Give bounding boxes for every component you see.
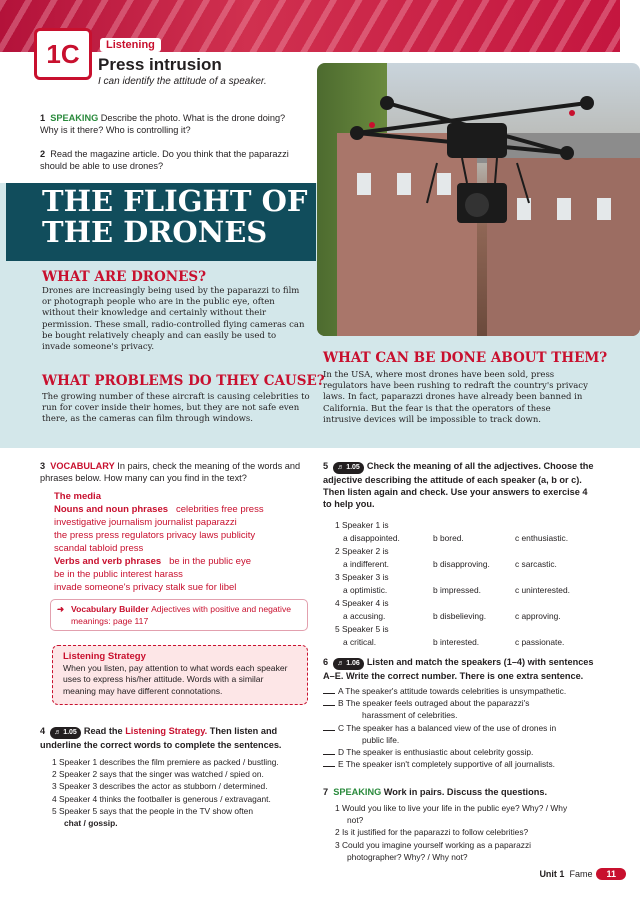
exercise-text: Listen and match the speakers (1–4) with sentences A–E. Write the correct number. There is one extra sentence.: [323, 657, 594, 681]
arrow-icon: ➜: [57, 604, 65, 614]
option-a[interactable]: a indifferent.: [343, 559, 389, 569]
list-item: photographer? Why? / Why not?: [347, 851, 468, 862]
article-paragraph-1: Drones are increasingly being used by the paparazzi to film or photograph people who are in the public eye, often without their knowledge and certainly without their permission. These small, radio-controlled flying cameras can be bought relatively cheaply and can easily be used to invade someone's privacy.: [42, 286, 305, 353]
media-heading: The media: [54, 491, 101, 502]
list-item: 3 Could you imagine yourself working as a paparazzi: [335, 839, 531, 850]
article-title: [42, 186, 307, 248]
page-title: Press intrusion: [98, 55, 222, 74]
audio-track: 1.05: [346, 464, 360, 471]
exercise-2: [40, 148, 302, 172]
exercise-number: 4: [40, 726, 46, 736]
verbs-heading: Verbs and verb phrases: [54, 556, 162, 567]
list-item: 2 Speaker 2 says that the singer was watched / spied on.: [52, 769, 264, 780]
drone-icon: [317, 63, 640, 336]
article-title-line-2: THE DRONES: [42, 215, 268, 249]
vocabulary-label: VOCABULARY: [50, 461, 115, 471]
section-tag: Listening: [100, 38, 161, 52]
option-c[interactable]: c sarcastic.: [515, 559, 557, 569]
unit-label: Unit 1: [539, 869, 565, 879]
option-a[interactable]: a critical.: [343, 637, 377, 647]
option-b[interactable]: b disapproving.: [433, 559, 490, 569]
list-item: D The speaker is enthusiastic about celebrity gossip.: [338, 747, 534, 758]
listening-strategy-box: [52, 645, 308, 705]
option-c[interactable]: c uninterested.: [515, 585, 570, 595]
vocab-builder-label: Vocabulary Builder: [71, 604, 149, 614]
vocabulary-builder-box: [50, 599, 308, 631]
option-b[interactable]: b bored.: [433, 533, 464, 543]
answer-blank[interactable]: [323, 730, 335, 731]
vocab-line: be in the public eye: [169, 556, 251, 567]
speaker-label: 2 Speaker 2 is: [335, 546, 389, 556]
lesson-badge: 1C: [34, 28, 92, 80]
vocab-line: celebrities free press: [175, 504, 264, 515]
speaker-options: [335, 520, 615, 650]
drone-photo: [317, 63, 640, 336]
exercise-text: In pairs, check the meaning of the words and phrases below. How many can you find in the text?: [40, 461, 301, 483]
list-item: 5 Speaker 5 says that the people in the TV show often: [52, 805, 253, 816]
exercise-text: Then listen and underline the correct words to complete the sentences.: [40, 726, 282, 750]
answer-blank[interactable]: [323, 705, 335, 706]
article-heading-1: WHAT ARE DRONES?: [42, 269, 207, 285]
list-item: E The speaker isn't completely supportive of all journalists.: [338, 759, 555, 770]
exercise-text: Describe the photo. What is the drone doing? Why is it there? Who is controlling it?: [40, 113, 286, 135]
option-c[interactable]: c enthusiastic.: [515, 533, 569, 543]
option-b[interactable]: b impressed.: [433, 585, 481, 595]
option-a[interactable]: a disappointed.: [343, 533, 400, 543]
strategy-ref: Listening Strategy.: [125, 726, 208, 736]
answer-blank[interactable]: [323, 754, 335, 755]
exercise-6: [323, 656, 603, 682]
vocabulary-box: [54, 490, 310, 594]
option-a[interactable]: a optimistic.: [343, 585, 388, 595]
exercise-number: 5: [323, 461, 329, 471]
strategy-heading: Listening Strategy: [63, 651, 146, 662]
list-item: C The speaker has a balanced view of the use of drones in: [338, 722, 557, 733]
article-paragraph-2: The growing number of these aircraft is causing celebrities to run for cover inside their homes, but they are not safe even there, as the cameras can film through windows.: [42, 392, 310, 425]
speaking-label: SPEAKING: [50, 113, 99, 123]
list-item: 3 Speaker 3 describes the actor as stubborn / determined.: [52, 781, 268, 792]
nouns-heading: Nouns and noun phrases: [54, 504, 169, 515]
list-item: harassment of celebrities.: [362, 710, 458, 721]
speaker-label: 5 Speaker 5 is: [335, 624, 389, 634]
speaker-label: 1 Speaker 1 is: [335, 520, 389, 530]
article-title-line-1: THE FLIGHT OF: [42, 184, 308, 218]
option-c[interactable]: c approving.: [515, 611, 561, 621]
audio-track: 1.05: [63, 729, 77, 736]
list-item: 1 Would you like to live your life in the public eye? Why? / Why: [335, 803, 568, 813]
header-banner: [0, 0, 620, 52]
exercise-7-list: [335, 802, 610, 863]
exercise-text: Read the magazine article. Do you think that the paparazzi should be able to use drones?: [40, 149, 289, 171]
list-item: public life.: [362, 734, 400, 745]
vocab-line: invade someone's privacy stalk sue for libel: [54, 582, 237, 593]
exercise-number: 1: [40, 113, 46, 123]
banner-pattern: [0, 0, 620, 52]
exercise-1: [40, 112, 302, 136]
speaker-label: 3 Speaker 3 is: [335, 572, 389, 582]
unit-title: Fame: [569, 869, 593, 879]
exercise-text: Check the meaning of all the adjectives. Choose the adjective describing the attitude of each speaker (a, b or c). Then listen again and check. Use your answers to exercise 4 to help you.: [323, 461, 594, 509]
exercise-text: Work in pairs. Discuss the questions.: [383, 787, 548, 797]
answer-blank[interactable]: [323, 766, 335, 767]
list-item: not?: [347, 815, 364, 826]
list-item: 1 Speaker 1 describes the film premiere as packed / bustling.: [52, 757, 279, 767]
exercise-text: Read the: [83, 726, 123, 736]
list-item: A The speaker's attitude towards celebrities is unsympathetic.: [338, 686, 567, 696]
list-item: 4 Speaker 4 thinks the footballer is generous / extravagant.: [52, 793, 271, 804]
article-heading-2: WHAT PROBLEMS DO THEY CAUSE?: [42, 373, 325, 389]
page-number: 11: [596, 868, 626, 880]
list-item: chat / gossip.: [64, 818, 118, 829]
exercise-number: 7: [323, 787, 329, 797]
vocab-line: the press press regulators privacy laws publicity: [54, 530, 256, 541]
exercise-number: 6: [323, 657, 329, 667]
option-b[interactable]: b disbelieving.: [433, 611, 487, 621]
strategy-text: When you listen, pay attention to what words each speaker uses to express his/her attitude. Words with a similar meaning may have different connotations.: [63, 662, 288, 696]
vocab-line: investigative journalism journalist paparazzi: [54, 517, 237, 528]
audio-icon[interactable]: ♬ 1.06: [333, 658, 364, 670]
audio-icon[interactable]: ♬ 1.05: [50, 727, 81, 739]
exercise-number: 3: [40, 461, 46, 471]
audio-track: 1.06: [346, 660, 360, 667]
article-paragraph-3: In the USA, where most drones have been sold, press regulators have been rushing to redraft the country's privacy laws. In fact, paparazzi drones have already been banned in California. But the fear is that the operators of these intrusive devices will be impossible to track down.: [323, 370, 588, 425]
exercise-7: [323, 786, 603, 798]
audio-icon[interactable]: ♬ 1.05: [333, 462, 364, 474]
exercise-5: [323, 460, 598, 510]
exercise-3: [40, 460, 308, 484]
list-item: B The speaker feels outraged about the paparazzi's: [338, 698, 530, 709]
speaking-label: SPEAKING: [333, 787, 382, 797]
option-b[interactable]: b interested.: [433, 637, 480, 647]
page-subtitle: I can identify the attitude of a speaker.: [98, 76, 267, 87]
exercise-number: 2: [40, 149, 46, 159]
list-item: 2 Is it justified for the paparazzi to follow celebrities?: [335, 827, 529, 838]
vocab-line: scandal tabloid press: [54, 543, 144, 554]
page-footer: [539, 868, 626, 880]
speaker-label: 4 Speaker 4 is: [335, 598, 389, 608]
answer-blank[interactable]: [323, 693, 335, 694]
article-heading-3: WHAT CAN BE DONE ABOUT THEM?: [323, 350, 608, 366]
exercise-6-list: [323, 685, 608, 770]
vocab-line: be in the public interest harass: [54, 569, 183, 580]
exercise-4-list: [52, 756, 314, 829]
vocab-builder-link[interactable]: Adjectives with positive and negative meanings: page 117: [71, 604, 292, 626]
option-c[interactable]: c passionate.: [515, 637, 565, 647]
exercise-4: [40, 725, 310, 751]
option-a[interactable]: a accusing.: [343, 611, 386, 621]
